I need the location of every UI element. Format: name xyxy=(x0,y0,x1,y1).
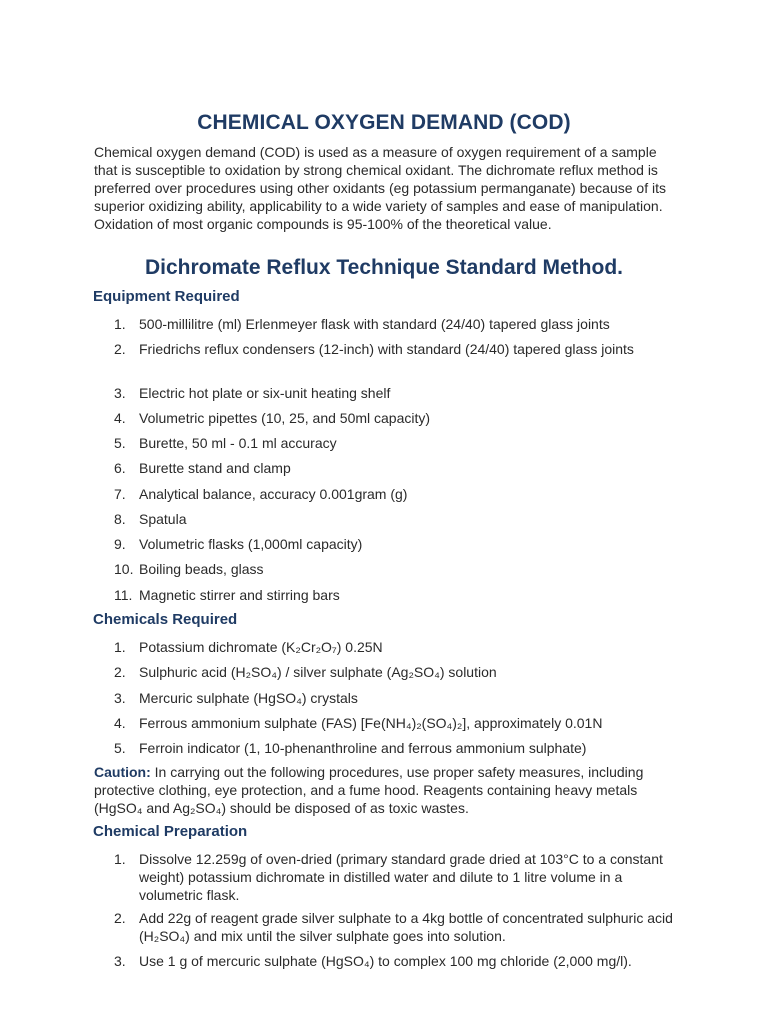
caution-text: In carrying out the following procedures, use proper safety measures, including protective clothing, eye protection, and a fume hood. Reagents containing heavy metals (HgSO₄ and Ag₂SO₄) should be disposed of as toxic wastes. xyxy=(94,764,644,816)
list-item xyxy=(114,315,674,333)
list-item xyxy=(114,384,674,402)
list-item-text: Use 1 g of mercuric sulphate (HgSO₄) to complex 100 mg chloride (2,000 mg/l). xyxy=(139,953,632,969)
list-item xyxy=(114,459,674,477)
list-item xyxy=(114,850,674,904)
list-item-number: 7. xyxy=(114,486,126,502)
list-item-text: Add 22g of reagent grade silver sulphate to a 4kg bottle of concentrated sulphuric acid (H₂SO₄) and mix until the silver sulphate goes into solution. xyxy=(139,910,673,944)
list-item-number: 10. xyxy=(114,561,134,577)
list-item-number: 3. xyxy=(114,690,126,706)
list-item xyxy=(114,739,674,757)
list-item xyxy=(114,340,674,358)
list-item-text: Boiling beads, glass xyxy=(139,561,264,577)
list-item-number: 11. xyxy=(114,587,133,603)
list-item-number: 1. xyxy=(114,851,126,867)
list-item xyxy=(114,485,674,503)
list-item-text: Friedrichs reflux condensers (12-inch) with standard (24/40) tapered glass joints xyxy=(139,341,634,357)
list-item-text: Sulphuric acid (H₂SO₄) / silver sulphate (Ag₂SO₄) solution xyxy=(139,664,497,680)
list-item-number: 6. xyxy=(114,460,126,476)
list-item-number: 5. xyxy=(114,435,126,451)
list-item xyxy=(114,434,674,452)
list-item xyxy=(114,714,674,732)
list-item-number: 3. xyxy=(114,953,126,969)
list-item xyxy=(114,689,674,707)
list-item xyxy=(114,638,674,656)
page-title: CHEMICAL OXYGEN DEMAND (COD) xyxy=(197,111,571,134)
list-item-number: 3. xyxy=(114,385,126,401)
list-item-number: 1. xyxy=(114,639,126,655)
list-item-number: 5. xyxy=(114,740,126,756)
list-item-text: Ferrous ammonium sulphate (FAS) [Fe(NH₄)₂(SO₄)₂], approximately 0.01N xyxy=(139,715,603,731)
list-item xyxy=(114,535,674,553)
list-item-text: Spatula xyxy=(139,511,187,527)
list-item xyxy=(114,586,674,604)
list-item xyxy=(114,663,674,681)
list-item-number: 2. xyxy=(114,664,126,680)
list-item-text: 500-millilitre (ml) Erlenmeyer flask with standard (24/40) tapered glass joints xyxy=(139,316,610,332)
list-item-number: 2. xyxy=(114,910,126,926)
list-item-text: Burette stand and clamp xyxy=(139,460,291,476)
list-item-text: Volumetric pipettes (10, 25, and 50ml capacity) xyxy=(139,410,431,426)
list-item-text: Analytical balance, accuracy 0.001gram (g) xyxy=(139,486,408,502)
list-item xyxy=(114,409,674,427)
list-item-text: Electric hot plate or six-unit heating shelf xyxy=(139,385,391,401)
equipment-heading: Equipment Required xyxy=(93,288,240,305)
intro-paragraph: Chemical oxygen demand (COD) is used as a measure of oxygen requirement of a sample that is susceptible to oxidation by strong chemical oxidant. The dichromate reflux method is preferred over procedures using other oxidants (eg potassium permanganate) because of its superior oxidizing ability, applicability to a wide variety of samples and ease of manipulation. Oxidation of most organic compounds is 95-100% of the theoretical value. xyxy=(94,144,666,232)
list-item-text: Burette, 50 ml - 0.1 ml accuracy xyxy=(139,435,337,451)
list-item-text: Mercuric sulphate (HgSO₄) crystals xyxy=(139,690,358,706)
list-item-number: 1. xyxy=(114,316,126,332)
list-item-text: Volumetric flasks (1,000ml capacity) xyxy=(139,536,363,552)
list-item xyxy=(114,510,674,528)
list-item-number: 8. xyxy=(114,511,126,527)
list-item-number: 2. xyxy=(114,341,126,357)
section-title: Dichromate Reflux Technique Standard Method. xyxy=(145,256,623,279)
list-item-text: Magnetic stirrer and stirring bars xyxy=(139,587,340,603)
list-item-text: Potassium dichromate (K₂Cr₂O₇) 0.25N xyxy=(139,639,383,655)
preparation-heading: Chemical Preparation xyxy=(93,823,248,840)
list-item-number: 9. xyxy=(114,536,126,552)
caution-note xyxy=(94,763,674,817)
list-item xyxy=(114,560,674,578)
list-item-number: 4. xyxy=(114,410,126,426)
caution-label: Caution: xyxy=(94,764,151,780)
list-item xyxy=(114,909,674,945)
list-item-number: 4. xyxy=(114,715,126,731)
chemicals-heading: Chemicals Required xyxy=(93,611,238,628)
list-item xyxy=(114,952,674,970)
list-item-text: Dissolve 12.259g of oven-dried (primary standard grade dried at 103°C to a constant weight) potassium dichromate in distilled water and dilute to 1 litre volume in a volumetric flask. xyxy=(139,851,663,903)
list-item-text: Ferroin indicator (1, 10-phenanthroline and ferrous ammonium sulphate) xyxy=(139,740,587,756)
